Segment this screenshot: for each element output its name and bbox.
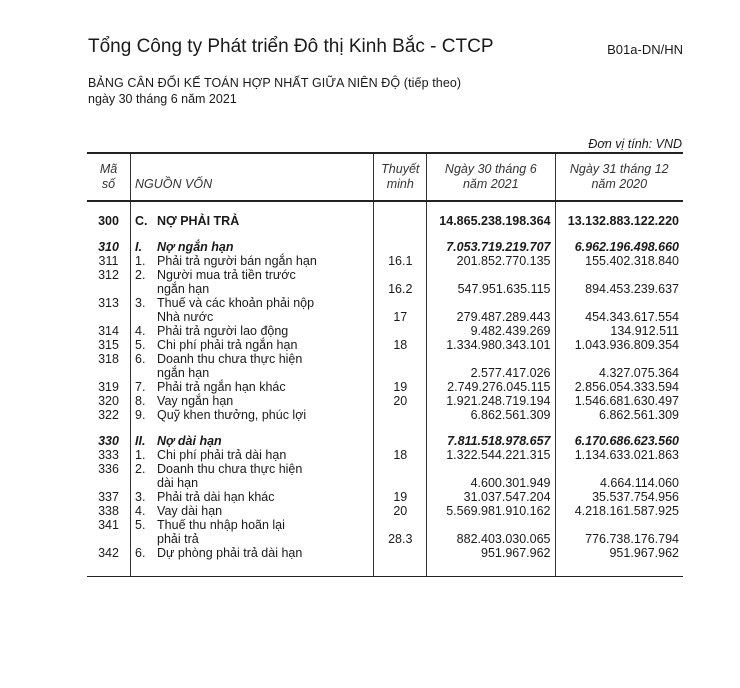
table-row: 313 3. Thuế và các khoản phải nộp Nhà nước 17 279.487.289.443 454.343.617.554 bbox=[87, 296, 683, 324]
table-row: 318 6. Doanh thu chưa thực hiện ngắn hạn 2.577.417.026 4.327.075.364 bbox=[87, 352, 683, 380]
table-row: 337 3. Phải trả dài hạn khác 19 31.037.547.204 35.537.754.956 bbox=[87, 490, 683, 504]
table-row-total-liabilities: 300 C. NỢ PHẢI TRẢ 14.865.238.198.364 13.132.883.122.220 bbox=[87, 214, 683, 228]
header-note: Thuyết minh bbox=[374, 153, 427, 201]
table-row: 320 8. Vay ngắn hạn 20 1.921.248.719.194 1.546.681.630.497 bbox=[87, 394, 683, 408]
table-row: 322 9. Quỹ khen thưởng, phúc lợi 6.862.561.309 6.862.561.309 bbox=[87, 408, 683, 422]
report-title: BẢNG CÂN ĐỐI KẾ TOÁN HỢP NHẤT GIỮA NIÊN ĐỘ (tiếp theo) bbox=[88, 76, 462, 90]
table-row-short-term: 310 I. Nợ ngắn hạn 7.053.719.219.707 6.962.196.498.660 bbox=[87, 240, 683, 254]
table-row: 314 4. Phải trả người lao động 9.482.439.269 134.912.511 bbox=[87, 324, 683, 338]
table-row: 319 7. Phải trả ngắn hạn khác 19 2.749.276.045.115 2.856.054.333.594 bbox=[87, 380, 683, 394]
company-name: Tổng Công ty Phát triển Đô thị Kinh Bắc - CTCP bbox=[88, 36, 494, 57]
balance-sheet-table bbox=[87, 152, 683, 577]
table-row: 333 1. Chi phí phải trả dài hạn 18 1.322.544.221.315 1.134.633.021.863 bbox=[87, 448, 683, 462]
table-row-long-term: 330 II. Nợ dài hạn 7.811.518.978.657 6.170.686.623.560 bbox=[87, 434, 683, 448]
form-code: B01a-DN/HN bbox=[607, 42, 683, 57]
header-description: NGUỒN VỐN bbox=[131, 153, 374, 201]
table-header-row bbox=[87, 153, 683, 201]
report-date: ngày 30 tháng 6 năm 2021 bbox=[88, 92, 237, 106]
table-row: 336 2. Doanh thu chưa thực hiện dài hạn 4.600.301.949 4.664.114.060 bbox=[87, 462, 683, 490]
header-code: Mã số bbox=[87, 153, 131, 201]
table-row: 315 5. Chi phí phải trả ngắn hạn 18 1.334.980.343.101 1.043.936.809.354 bbox=[87, 338, 683, 352]
currency-unit: Đơn vị tính: VND bbox=[588, 137, 682, 151]
table-row: 342 6. Dự phòng phải trả dài hạn 951.967.962 951.967.962 bbox=[87, 546, 683, 577]
table-row: 341 5. Thuế thu nhập hoãn lại phải trả 28.3 882.403.030.065 776.738.176.794 bbox=[87, 518, 683, 546]
table-row: 338 4. Vay dài hạn 20 5.569.981.910.162 4.218.161.587.925 bbox=[87, 504, 683, 518]
header-period-2021: Ngày 30 tháng 6 năm 2021 bbox=[427, 153, 555, 201]
header-period-2020: Ngày 31 tháng 12 năm 2020 bbox=[555, 153, 683, 201]
table-row: 311 1. Phải trả người bán ngắn hạn 16.1 201.852.770.135 155.402.318.840 bbox=[87, 254, 683, 268]
table-row: 312 2. Người mua trả tiền trước ngắn hạn 16.2 547.951.635.115 894.453.239.637 bbox=[87, 268, 683, 296]
